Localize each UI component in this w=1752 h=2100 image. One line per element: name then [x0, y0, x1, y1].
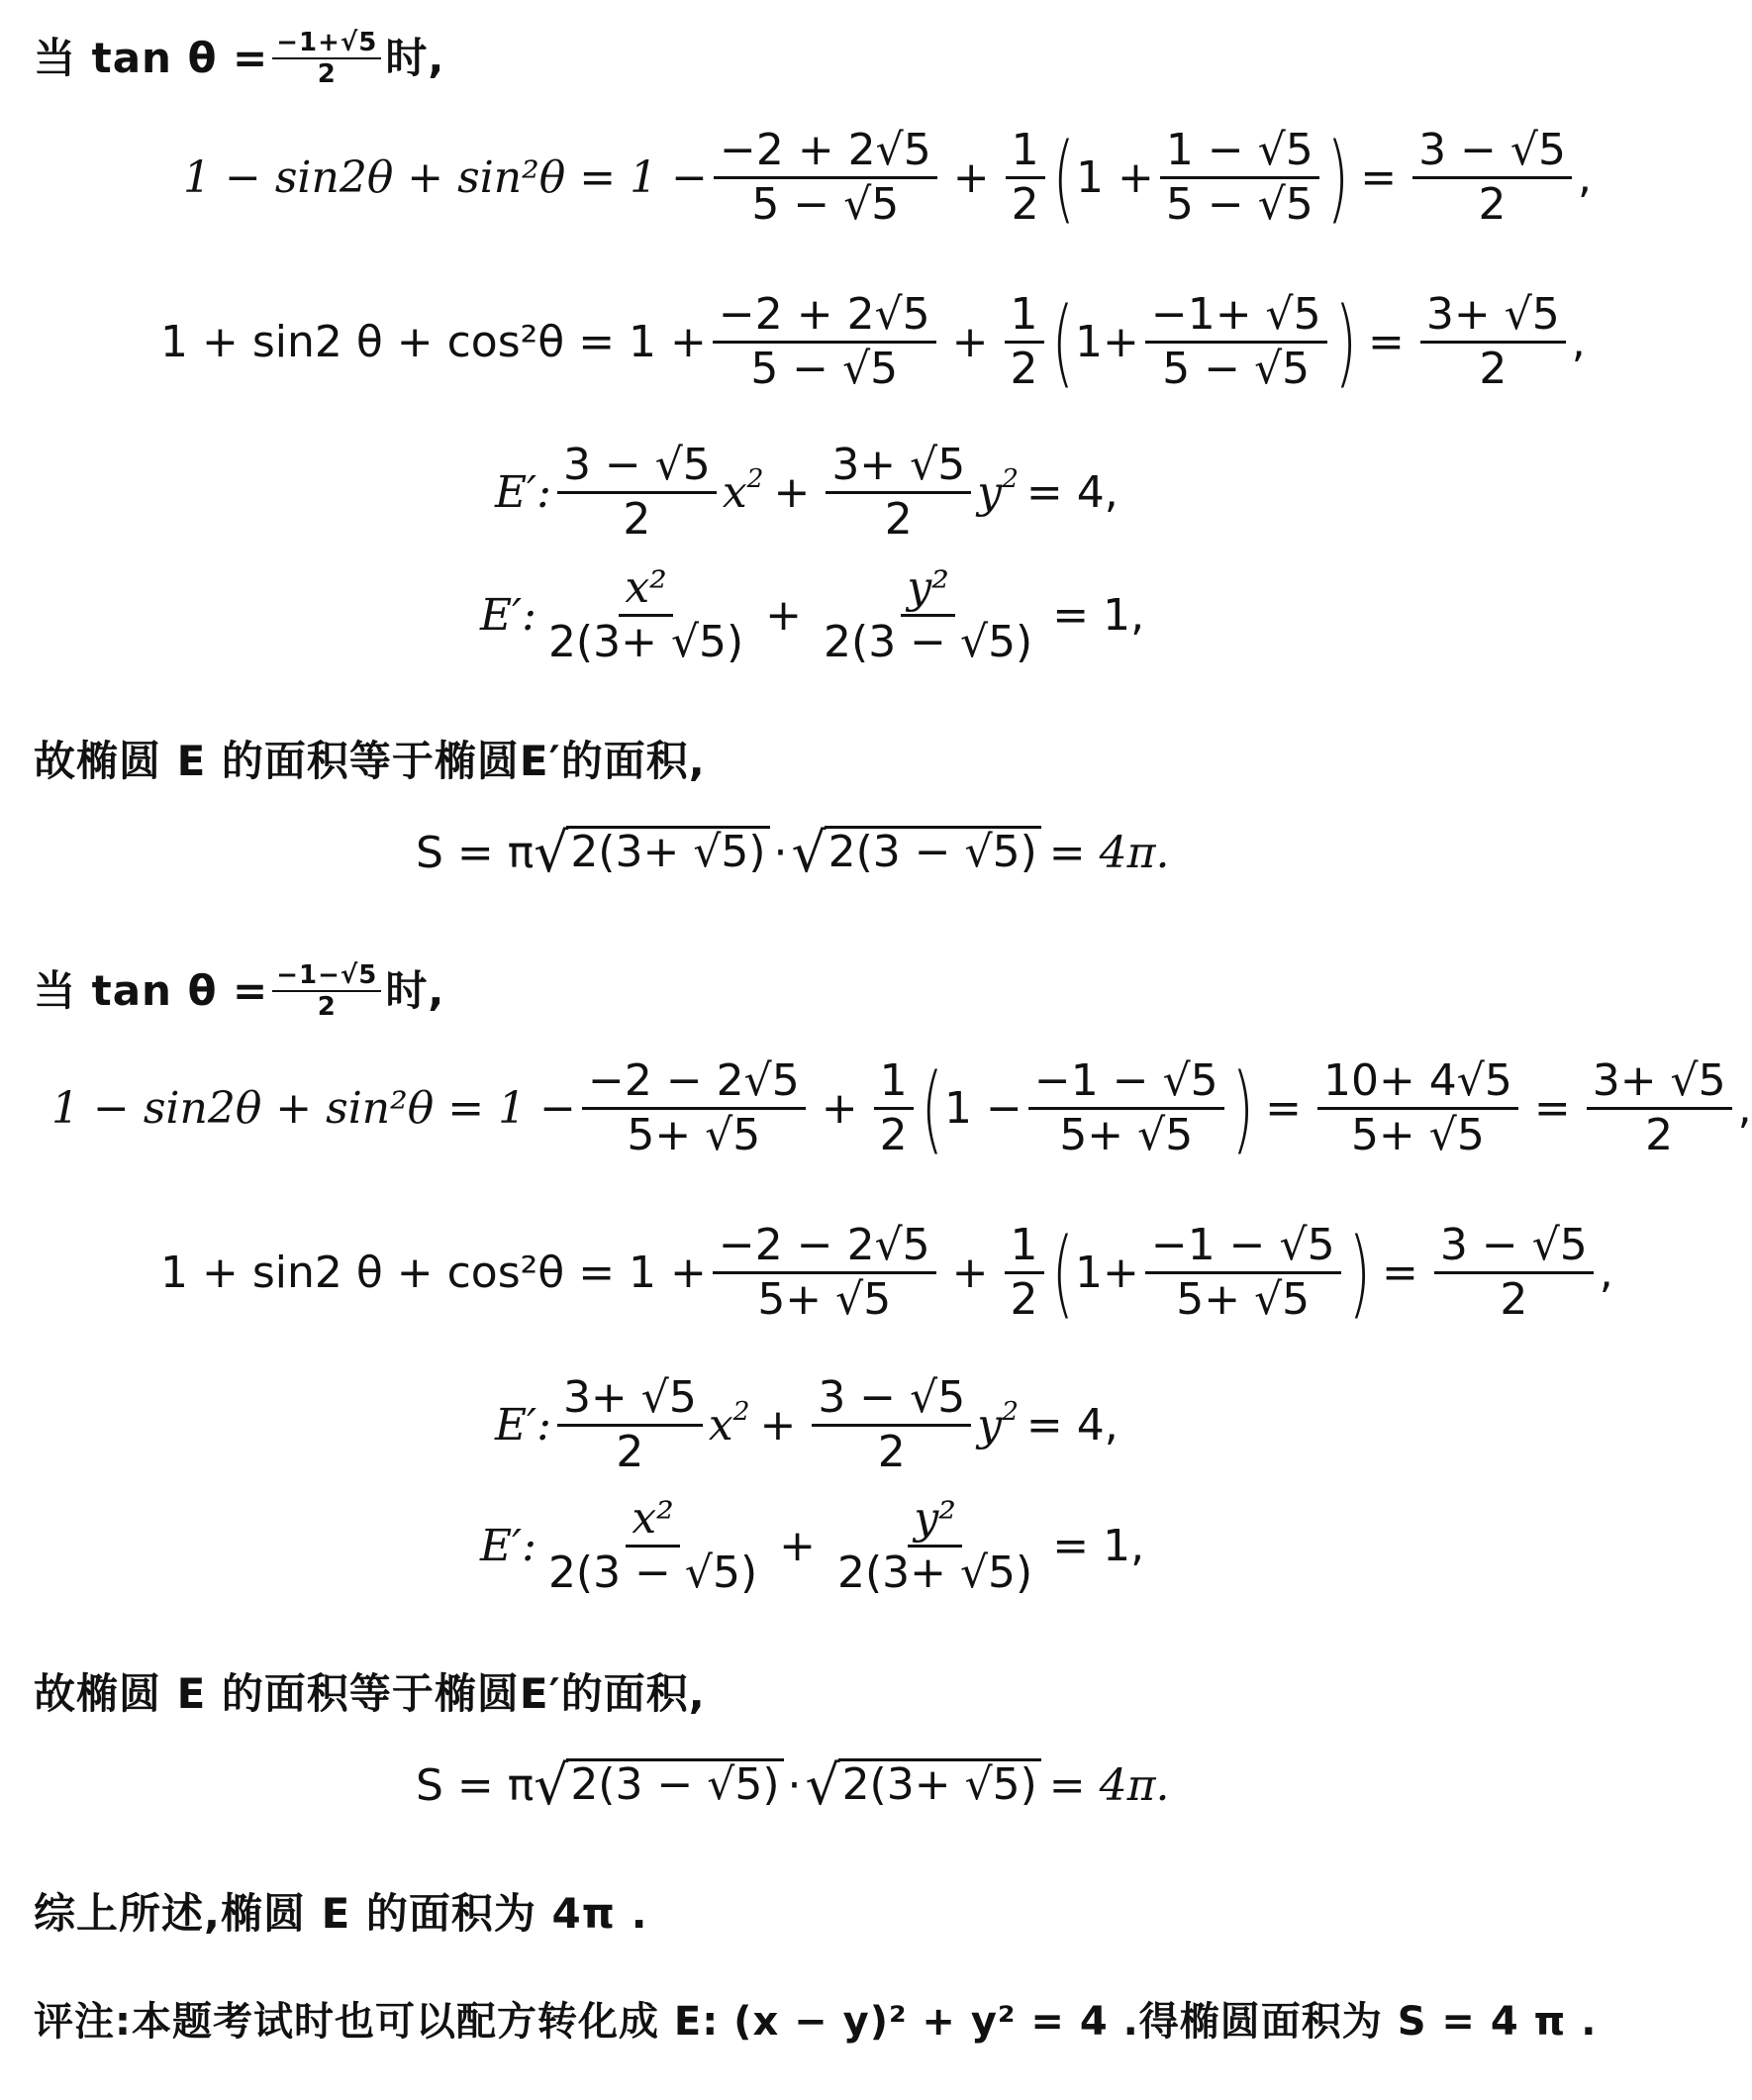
equation-2-1: 1 − sin2θ + sin²θ = 1 − $\frac{-2 - 2√5}{5+ √5}$ + $\frac{1}{2}$ ( 1 − $\frac{-1 - √5}{5+ √5}$ ) = $\frac{10+ 4√5}{5+ √5}$ = $\frac{3+ √5}{2}$ , [51, 1052, 1752, 1164]
condition-prefix: 当 tan θ = [34, 966, 269, 1015]
equation-1-4: E′: $\frac{\text{x²}}{2(3+ √5)}$ + $\frac{\text{y²}}{2(3 - √5)}$ = 1, [480, 562, 1145, 667]
condition-prefix: 当 tan θ = [34, 34, 269, 82]
condition-line-2 [34, 962, 444, 1020]
note-text: 评注:本题考试时也可以配方转化成 E: (x − y)² + y² = 4 .得椭圆面积为 S = 4 π . [34, 1999, 1598, 2045]
equation-2-2: 1 + sin2 θ + cos²θ = 1 + $\frac{-2 - 2√5}{5+ √5}$ + $\frac{1}{2}$ ( 1+ $\frac{-1 - √5}{5+ √5}$ ) = $\frac{3 - √5}{2}$ , [160, 1217, 1613, 1329]
equation-1-2: 1 + sin2 θ + cos²θ = 1 + $\frac{-2 + 2√5}{5 - √5}$ + $\frac{1}{2}$ ( 1+ $\frac{-1+ √5}{5 - √5}$ ) = $\frac{3+ √5}{2}$ , [160, 286, 1586, 398]
condition-line-1 [34, 30, 444, 87]
conclusion-2: 故椭圆 E 的面积等于椭圆E′的面积, [34, 1669, 706, 1718]
equation-2-3: E′: $\frac{3+ √5}{2}$ $x^2$ + $\frac{3 - √5}{2}$ $y^2$ = 4, [495, 1372, 1119, 1477]
condition-fraction: $\frac{-1-√5}{2}$ [272, 962, 381, 1020]
summary-text: 综上所述,椭圆 E 的面积为 4π . [34, 1889, 648, 1938]
area-equation-1: S = π √ 2(3+ √5) · √ 2(3 − √5) = 4π. [416, 821, 1170, 884]
equation-2-4: E′: $\frac{\text{x²}}{2(3 - √5)}$ + $\frac{\text{y²}}{2(3+ √5)}$ = 1, [480, 1493, 1145, 1598]
condition-fraction: $\frac{-1+√5}{2}$ [272, 30, 381, 87]
equation-1-1: 1 − sin2θ + sin²θ = 1 − $\frac{-2 + 2√5}{5 - √5}$ + $\frac{1}{2}$ ( 1 + $\frac{1 - √5}{5 - √5}$ ) = $\frac{3 - √5}{2}$ , [183, 122, 1592, 234]
equation-1-3: E′: $\frac{3 - √5}{2}$ $x^2$ + $\frac{3+ √5}{2}$ $y^2$ = 4, [495, 440, 1119, 545]
condition-suffix: 时, [385, 34, 445, 82]
condition-suffix: 时, [385, 966, 445, 1015]
conclusion-1: 故椭圆 E 的面积等于椭圆E′的面积, [34, 737, 706, 785]
area-equation-2: S = π √ 2(3 − √5) · √ 2(3+ √5) = 4π. [416, 1753, 1170, 1817]
